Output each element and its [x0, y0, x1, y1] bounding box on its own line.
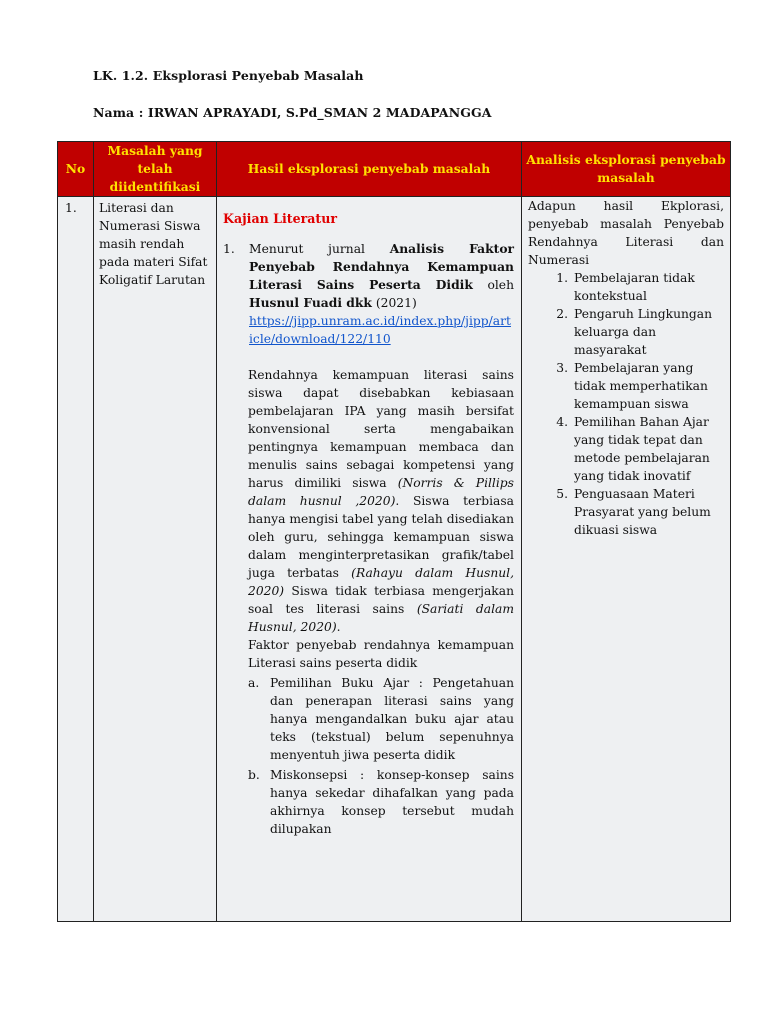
item-number: 3.	[556, 361, 568, 375]
col-header-analisis: Analisis eksplorasi penyebab masalah	[522, 142, 731, 197]
paragraph-text-3: Siswa tidak terbiasa mengerjakan soal tes literasi sains	[248, 584, 514, 616]
paragraph-text-4: .	[336, 620, 341, 634]
kajian-literatur-heading: Kajian Literatur	[223, 211, 338, 226]
citation-1: (Norris & Pillips dalam husnul ,2020)	[248, 476, 514, 508]
item-number: 1.	[556, 271, 568, 285]
citation-2: (Rahayu dalam Husnul, 2020)	[248, 566, 515, 598]
exploration-paragraph	[248, 366, 514, 672]
masalah-text: Literasi dan Numerasi Siswa masih rendah pada materi Sifat Koligatif Larutan	[99, 201, 208, 287]
reference-author: Husnul Fuadi dkk	[249, 295, 372, 310]
reference-title: Analisis Faktor Penyebab Rendahnya Kemampuan Literasi Sains Peserta Didik	[249, 241, 514, 292]
analisis-list	[528, 269, 724, 539]
list-item	[528, 269, 724, 305]
col-header-hasil: Hasil eksplorasi penyebab masalah	[217, 142, 522, 197]
item-text: Penguasaan Materi Prasyarat yang belum dikuasi siswa	[574, 487, 711, 537]
col-header-masalah: Masalah yang telah diidentifikasi	[94, 142, 217, 197]
item-text: Pembelajaran yang tidak memperhatikan kemampuan siswa	[574, 361, 708, 411]
worksheet-title: LK. 1.2. Eksplorasi Penyebab Masalah	[93, 68, 364, 83]
item-text: Pemilihan Bahan Ajar yang tidak tepat dan metode pembelajaran yang tidak inovatif	[574, 415, 710, 483]
col-header-no: No	[58, 142, 94, 197]
row-number: 1.	[65, 201, 77, 215]
list-item	[528, 485, 724, 539]
sub-item-letter: a.	[248, 676, 260, 690]
reference-item	[223, 240, 514, 348]
table-row	[58, 197, 731, 922]
list-item	[528, 359, 724, 413]
reference-by: oleh	[472, 278, 514, 292]
item-number: 4.	[556, 415, 568, 429]
item-number: 5.	[556, 487, 568, 501]
list-item	[248, 766, 514, 838]
item-number: 2.	[556, 307, 568, 321]
paragraph-text-2: . Siswa terbiasa hanya mengisi tabel yang telah disediakan oleh guru, sehingga kemampuan siswa dalam menginterpretasikan grafik/tabel juga terbatas	[248, 494, 514, 580]
list-item	[528, 305, 724, 359]
cell-no	[58, 197, 94, 922]
analisis-intro: Adapun hasil Ekplorasi, penyebab masalah Penyebab Rendahnya Literasi dan Numerasi	[528, 199, 724, 267]
reference-year: (2021)	[371, 296, 417, 310]
item-text: Pembelajaran tidak kontekstual	[574, 271, 695, 303]
sub-item-letter: b.	[248, 768, 260, 782]
paragraph-text-1: Rendahnya kemampuan literasi sains siswa dapat disebabkan kebiasaan pembelajaran IPA yang masih bersifat konvensional serta mengabaikan pentingnya kemampuan membaca dan menulis sains sebagai kompetensi yang harus dimiliki siswa	[248, 368, 514, 490]
table-header-row	[58, 142, 731, 197]
citation-3: (Sariati dalam Husnul, 2020)	[248, 602, 514, 634]
cell-masalah	[94, 197, 217, 922]
faktor-intro: Faktor penyebab rendahnya kemampuan Literasi sains peserta didik	[248, 638, 514, 670]
cell-analisis	[522, 197, 731, 922]
sub-item-text: Pemilihan Buku Ajar : Pengetahuan dan penerapan literasi sains yang hanya mengandalkan buku ajar atau teks (tekstual) belum sepenuhnya menyentuh jiwa peserta didik	[270, 676, 514, 762]
cell-hasil	[217, 197, 522, 922]
list-item	[248, 674, 514, 764]
item-text: Pengaruh Lingkungan keluarga dan masyarakat	[574, 307, 713, 357]
reference-intro: Menurut jurnal	[249, 242, 390, 256]
author-name-line: Nama : IRWAN APRAYADI, S.Pd_SMAN 2 MADAPANGGA	[93, 105, 492, 120]
list-item	[528, 413, 724, 485]
sub-item-text: Miskonsepsi : konsep-konsep sains hanya sekedar dihafalkan yang pada akhirnya konsep tersebut mudah dilupakan	[270, 768, 514, 836]
exploration-table	[57, 141, 731, 922]
reference-link[interactable]: https://jipp.unram.ac.id/index.php/jipp/article/download/122/110	[249, 314, 511, 346]
reference-number: 1.	[223, 242, 235, 256]
